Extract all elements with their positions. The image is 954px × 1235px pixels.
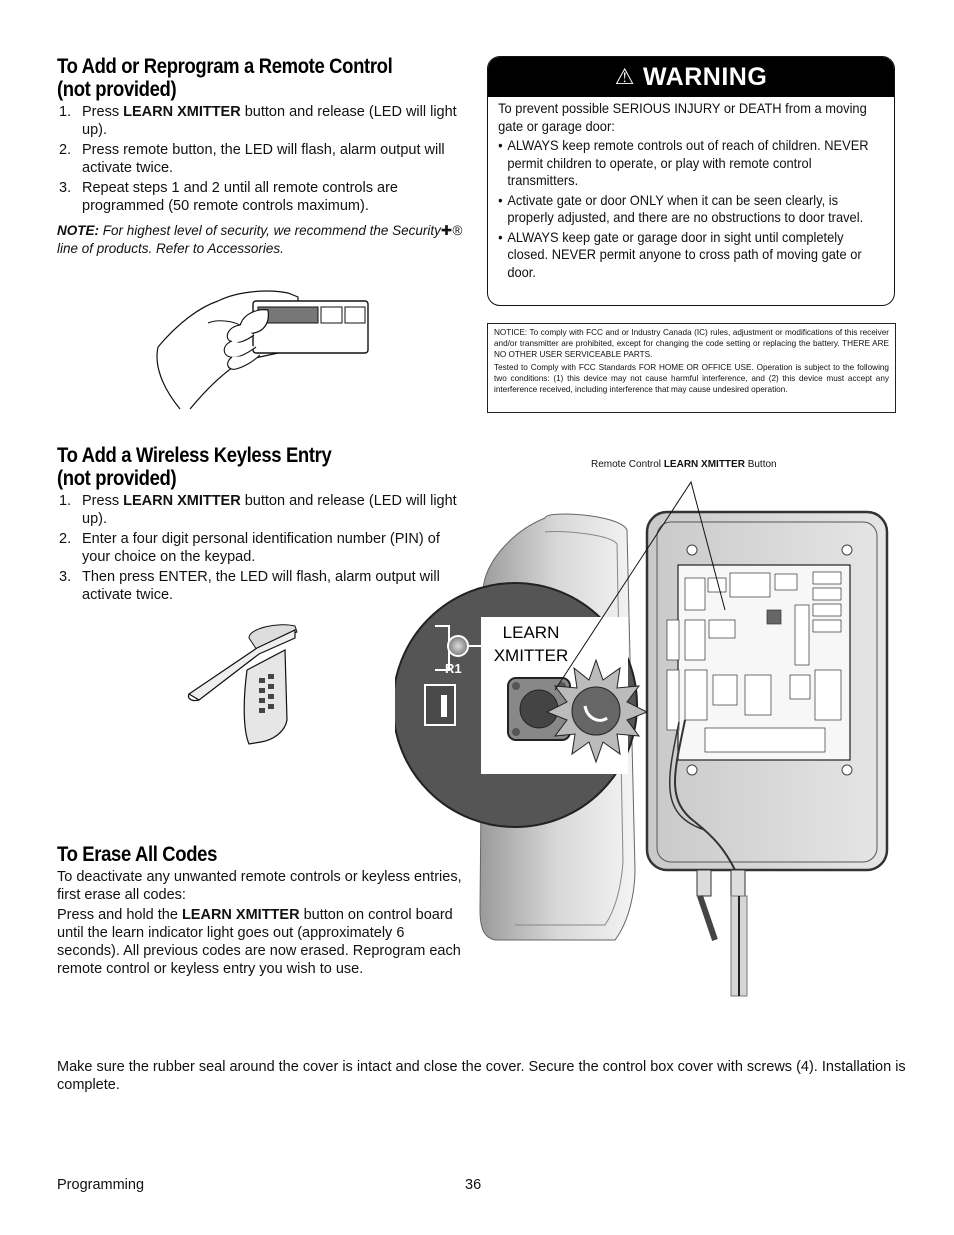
remote-step-3: 3. Repeat steps 1 and 2 until all remote controls are programmed (50 remote controls maximum). xyxy=(59,180,398,214)
page-number: 36 xyxy=(465,1177,482,1193)
learn-xmitter-callout: LEARN xyxy=(502,623,560,642)
footer-section-name: Programming xyxy=(57,1177,145,1193)
keyless-step-2: 2. Enter a four digit personal identification number (PIN) of your choice on the keypad. xyxy=(59,531,440,565)
learn-xmitter-callout: XMITTER xyxy=(493,646,569,665)
remote-step-2: 2. Press remote button, the LED will flash, alarm output will activate twice. xyxy=(59,142,445,176)
control-box-diagram xyxy=(395,470,895,1000)
remote-steps-list xyxy=(57,103,467,217)
erase-intro-text: To deactivate any unwanted remote controls or keyless entries, first erase all codes: xyxy=(57,869,462,903)
warning-header xyxy=(488,57,894,97)
notice-paragraph: Tested to Comply with FCC Standards FOR HOME OR OFFICE USE. Operation is subject to the following two conditions: (1) this device may not cause harmful interference, and (2) this device must accept any interference received, including interference that may cause undesired operation. xyxy=(494,363,889,394)
warning-intro: To prevent possible SERIOUS INJURY or DEATH from a moving gate or garage door: xyxy=(498,100,867,134)
keyless-section-heading: To Add a Wireless Keyless Entry (not provided) xyxy=(57,444,332,490)
notice-paragraph: NOTICE: To comply with FCC and or Industry Canada (IC) rules, adjustment or modifications of this receiver and/or transmitter are prohibited, except for changing the code setting or replacing the battery. THERE ARE NO OTHER USER SERVICEABLE PARTS. xyxy=(494,328,889,359)
warning-triangle-icon: ⚠ xyxy=(614,64,635,89)
warning-body xyxy=(488,97,894,281)
keyless-step-1: 1. Press LEARN XMITTER button and release (LED will light up). xyxy=(59,493,457,527)
erase-instructions-text: Press and hold the LEARN XMITTER button on control board until the learn indicator light goes out (approximately 6 seconds). All previous codes are now erased. Reprogram each remote control or keyless entry you wish to use. xyxy=(57,907,461,977)
closing-text: Make sure the rubber seal around the cover is intact and close the cover. Secure the control box cover with screws (4). Installation is complete. xyxy=(57,1059,906,1093)
warning-box xyxy=(487,56,895,306)
warning-bullet: • ALWAYS keep gate or garage door in sight until completely closed. NEVER permit anyone to cross path of moving gate or door. xyxy=(498,229,884,282)
warning-bullet: • Activate gate or door ONLY when it can be seen clearly, is properly adjusted, and there are no obstructions to door travel. xyxy=(498,192,884,227)
hand-remote-illustration xyxy=(148,283,373,413)
keyless-keypad-illustration xyxy=(187,620,302,750)
warning-title: WARNING xyxy=(642,62,768,91)
security-note: NOTE: For highest level of security, we recommend the Security✚® line of products. Refer to Accessories. xyxy=(57,223,463,256)
remote-section-heading: To Add or Reprogram a Remote Control (not provided) xyxy=(57,55,393,101)
remote-step-1: 1. Press LEARN XMITTER button and release (LED will light up). xyxy=(59,104,457,138)
learn-led-icon xyxy=(448,636,468,656)
warning-bullet: • ALWAYS keep remote controls out of reach of children. NEVER permit children to operate, or play with remote control transmitters. xyxy=(498,137,884,190)
keyless-step-3: 3. Then press ENTER, the LED will flash, alarm output will activate twice. xyxy=(59,569,440,603)
fcc-notice-box xyxy=(487,323,896,413)
diagram-caption: Remote Control LEARN XMITTER Button xyxy=(591,459,777,470)
r1-label: R1 xyxy=(445,661,462,676)
erase-section-heading: To Erase All Codes xyxy=(57,843,218,866)
